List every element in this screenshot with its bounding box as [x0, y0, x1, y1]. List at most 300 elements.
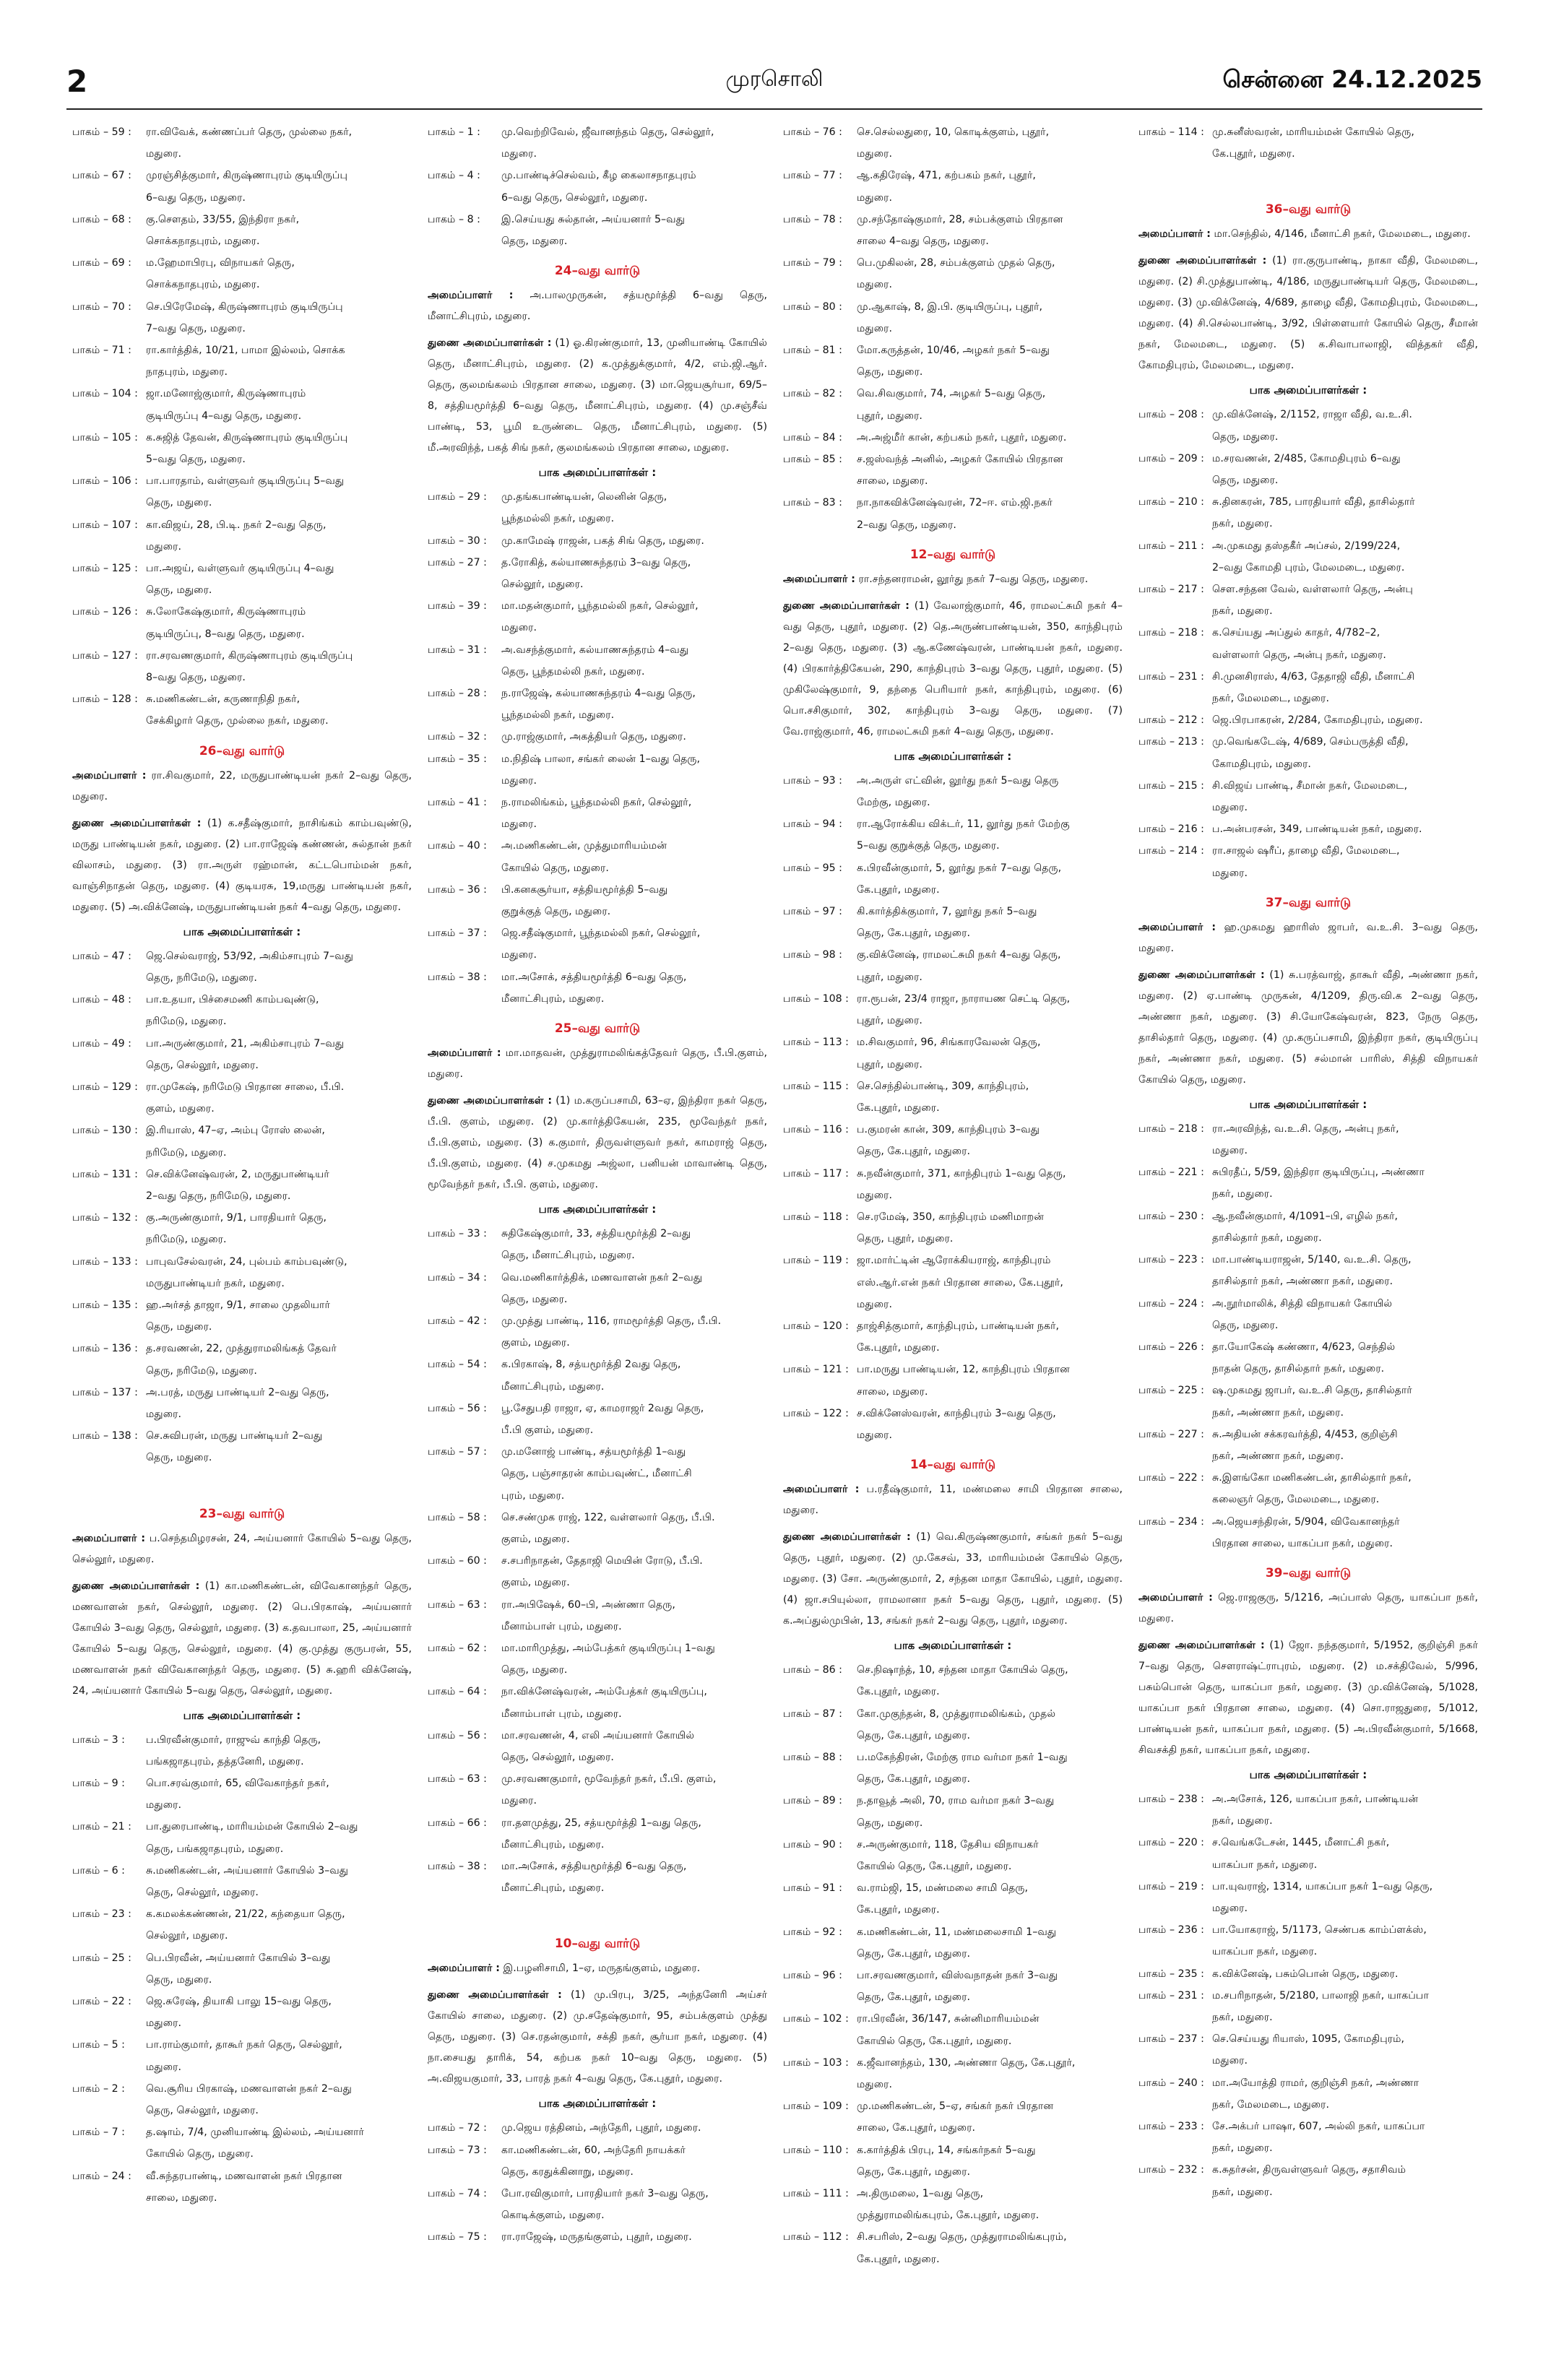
part-organiser: ச.விக்னேஸ்வரன், காந்திபுரம் 3–வது தெரு, [857, 1407, 1056, 1419]
list-item [428, 1463, 767, 1484]
list-item [783, 1403, 1123, 1424]
list-item [783, 2139, 1123, 2161]
list-item [783, 1294, 1123, 1315]
part-organiser: பா.பாரதாம், வள்ளுவர் குடியிருப்பு 5–வது [146, 475, 345, 488]
part-organiser: மதுரை. [857, 2079, 892, 2091]
part-organiser: அ.திருமலை, 1–வது தெரு, [857, 2188, 984, 2200]
part-label: பாகம் – 76 : [783, 126, 842, 138]
list-item [428, 704, 767, 726]
part-label: பாகம் – 33 : [428, 1228, 487, 1240]
list-item [72, 1751, 412, 1773]
list-item [783, 165, 1123, 186]
part-organiser: தெரு, மதுரை. [1212, 1319, 1279, 1331]
organiser-text: அ.பாலமுருகன், சத்யமூர்த்தி 6–வது தெரு, மீனாட்சிபுரம், மதுரை. [428, 290, 767, 323]
list-item [428, 1245, 767, 1266]
list-item [783, 1337, 1123, 1359]
part-label [72, 2012, 146, 2034]
list-item [783, 2074, 1123, 2095]
part-label [783, 1856, 857, 1877]
part-label [1138, 797, 1212, 818]
list-item [72, 601, 412, 623]
organiser-paragraph [428, 1958, 767, 1979]
list-item [783, 2183, 1123, 2204]
part-organiser: த.ரோகித், கல்யாணசுந்தரம் 3–வது தெரு, [501, 556, 691, 568]
part-label: பாகம் – 107 : [72, 519, 138, 531]
list-item [428, 639, 767, 661]
list-item [72, 1838, 412, 1860]
list-item [72, 667, 412, 688]
organiser-text: மா.செந்தில், 4/146, மீனாட்சி நகர், மேலமடை, மதுரை. [1214, 228, 1471, 241]
part-organiser: மா.அசோக், சத்தியமூர்த்தி 6–வது தெரு, [501, 971, 687, 983]
part-label: பாகம் – 235 : [1138, 1968, 1204, 1980]
part-label: பாகம் – 29 : [428, 491, 487, 503]
part-label: பாகம் – 31 : [428, 644, 487, 656]
part-label [72, 187, 146, 209]
part-organiser: நரிமேடு, மதுரை. [146, 1016, 227, 1028]
part-label [72, 1838, 146, 1860]
list-item [428, 187, 767, 209]
organiser-label: அமைப்பாளர் : [428, 1963, 500, 1975]
part-label: பாகம் – 105 : [72, 431, 138, 443]
list-item [1138, 775, 1478, 797]
part-organiser: கொடிக்குளம், மதுரை. [501, 2210, 605, 2222]
list-item [72, 1903, 412, 1925]
part-organiser: புதூர், மதுரை. [857, 410, 922, 422]
part-organiser: புதூர், மதுரை. [857, 1058, 922, 1070]
part-label: பாகம் – 118 : [783, 1211, 849, 1223]
list-item [428, 1398, 767, 1419]
part-label [783, 2249, 857, 2270]
list-item [72, 1207, 412, 1229]
part-organiser: கே.புதூர், மதுரை. [857, 1904, 940, 1916]
list-item [1138, 2159, 1478, 2181]
part-label [783, 1141, 857, 1162]
part-organiser: அ.அருள் எட்வின், லூர்து நகர் 5–வது தெரு [857, 774, 1059, 787]
part-organiser: தாசில்தார் நகர், மதுரை. [1212, 1232, 1322, 1244]
part-organiser: சாலை, மதுரை. [146, 2191, 217, 2204]
list-item [72, 1229, 412, 1250]
deputy-text: (1) கா.மணிகண்டன், விவேகானந்தர் தெரு, மணவாளன் நகர், செல்லூர், மதுரை. (2) பெ.பிரகாஷ், அய்யனார் கோயில் 3–வது தெரு, செல்லூர், மதுரை. (3) க.தவபாலா, 25, அய்யனார் கோயில் 5–வது தெரு, செல்லூர், மதுரை. (4) கு.முத்து குருபரன், 55, மணவாளன் நகர் விவேகானந்தர் தெரு, மதுரை. (5) சு.ஹரி விக்னேஷ், 24, அய்யனார் கோயில் 5–வது தெரு, செல்லூர், மதுரை. [72, 1580, 412, 1697]
part-organiser: மதுரை. [857, 1189, 892, 1201]
part-label [72, 1882, 146, 1903]
part-organiser: வெ.மணிகார்த்திக், மணவாளன் நகர் 2–வது [501, 1271, 703, 1284]
part-label [428, 1659, 501, 1681]
part-organiser: நகர், அண்ணா நகர், மதுரை. [1212, 1406, 1344, 1419]
list-item [1138, 1315, 1478, 1336]
part-organiser: ப.மகேந்திரன், மேற்கு ராம வர்மா நகர் 1–வது [857, 1751, 1068, 1763]
part-label: பாகம் – 222 : [1138, 1472, 1204, 1484]
part-label: பாகம் – 22 : [72, 1996, 131, 2007]
part-label: பாகம் – 73 : [428, 2144, 487, 2156]
part-label: பாகம் – 132 : [72, 1212, 138, 1224]
part-label [1138, 1533, 1212, 1554]
list-item [1138, 121, 1478, 143]
part-label: பாகம் – 83 : [783, 497, 842, 509]
deputy-label: துணை அமைப்பாளர்கள் : [428, 1095, 553, 1107]
ward-heading: 37–வது வார்டு [1265, 895, 1352, 910]
part-label: பாகம் – 42 : [428, 1315, 487, 1327]
part-organiser: ப.குமரன் கான், 309, காந்திபுரம் 3–வது [857, 1124, 1040, 1136]
list-item [428, 1747, 767, 1768]
part-label [428, 1463, 501, 1484]
part-label: பாகம் – 37 : [428, 927, 487, 940]
list-item [783, 1768, 1123, 1790]
part-label [428, 1376, 501, 1398]
part-organiser: ஜெ.சுரேஷ், தியாகி பாலு 15–வது தெரு, [146, 1996, 332, 2007]
part-label [428, 187, 501, 209]
part-label: பாகம் – 135 : [72, 1299, 138, 1311]
part-label [1138, 1140, 1212, 1161]
list-item [783, 2030, 1123, 2052]
part-organisers-heading: பாக அமைப்பாளர்கள் : [183, 925, 301, 938]
list-item [783, 1856, 1123, 1877]
list-item [1138, 426, 1478, 448]
part-organiser: தெரு, மதுரை. [501, 1664, 568, 1676]
part-organiser: 6–வது தெரு, செல்லூர், மதுரை. [501, 191, 648, 204]
part-label [72, 1360, 146, 1382]
part-organiser: செ.நிஷாந்த், 10, சந்தன மாதா கோயில் தெரு, [857, 1664, 1068, 1676]
part-label: பாகம் – 25 : [72, 1952, 131, 1964]
column-1 [72, 121, 412, 2368]
list-item [72, 427, 412, 449]
part-label [783, 1272, 857, 1294]
list-item [72, 1055, 412, 1076]
part-organiser: தெரு, கே.புதூர், மதுரை. [857, 1146, 971, 1158]
list-item [72, 1773, 412, 1794]
list-item [783, 252, 1123, 274]
part-label [72, 274, 146, 295]
part-organiser: யாகப்பா நகர், மதுரை. [1212, 1858, 1318, 1871]
part-organiser: தெரு, பஞ்சாதரன் காம்பவுண்ட், மீனாட்சி [501, 1468, 692, 1480]
deputy-text: (1) க.சதீஷ்குமார், நாசிங்கம் காம்பவுண்டு, மருது பாண்டியன் நகர், மதுரை. (2) பா.ராஜேஷ் கண்ணன், சுல்தான் நகர் விலாசம், மதுரை. (3) ரா.அருள் ரஹ்மான், கட்டபொம்மன் நகர், வாஞ்சிநாதன் தெரு, மதுரை. (4) குடியரசு, 19,மருது பாண்டியன் நகர், மதுரை. (5) அ.விக்னேஷ், மருதுபாண்டியன் நகர் 4–வது தெரு, மதுரை. [72, 817, 412, 913]
deputy-text: (1) ஜோ. நந்தகுமார், 5/1952, குறிஞ்சி நகர் 7–வது தெரு, சௌராஷ்ட்ராபுரம், மதுரை. (2) ம.சக்திவேல், 5/996, பசும்பொன் தெரு, யாகப்பா நகர், மதுரை. (3) மு.விக்னேஷ், 5/1028, யாகப்பா நகர் பிரதான சாலை, மதுரை. (4) சொ.ராஜதுரை, 5/1012, பாண்டியன் நகர், யாகப்பா நகர், மதுரை. (5) அ.பிரவீன்குமார், 5/1668, சிவசக்தி நகர், யாகப்பா நகர், மதுரை. [1138, 1639, 1478, 1756]
list-item [428, 1768, 767, 1790]
list-item [1138, 1533, 1478, 1554]
part-label: பாகம் – 216 : [1138, 823, 1204, 836]
part-label [1138, 2050, 1212, 2072]
column-2 [428, 121, 767, 2368]
part-label [428, 617, 501, 639]
section-spacer [72, 1469, 412, 1495]
part-label [783, 2161, 857, 2183]
list-item [783, 1010, 1123, 1031]
list-item [72, 1360, 412, 1382]
part-organiser: ரா.முகேஷ், நரிமேடு பிரதான சாலை, பீ.பி. [146, 1081, 345, 1093]
list-item [428, 1528, 767, 1550]
deputy-organisers-paragraph [428, 1985, 767, 2090]
part-organiser: ஆ.கதிரேஷ், 471, கற்பகம் நகர், புதூர், [857, 170, 1036, 182]
part-label: பாகம் – 6 : [72, 1864, 125, 1877]
part-label: பாகம் – 4 : [428, 170, 480, 182]
part-label: பாகம் – 93 : [783, 774, 842, 787]
part-label [428, 1528, 501, 1550]
part-label: பாகம் – 24 : [72, 2170, 131, 2182]
part-label: பாகம் – 86 : [783, 1664, 842, 1676]
list-item [783, 988, 1123, 1010]
organiser-paragraph [1138, 224, 1478, 245]
ward-heading: 39–வது வார்டு [1265, 1565, 1352, 1580]
part-label: பாகம் – 63 : [428, 1598, 487, 1611]
list-item [1138, 1402, 1478, 1424]
part-label: பாகம் – 119 : [783, 1255, 849, 1267]
part-label [783, 922, 857, 944]
list-item [428, 748, 767, 770]
part-label [783, 1097, 857, 1119]
part-organiser: மு.விக்னேஷ், 2/1152, ராஜா வீதி, வ.உ.சி. [1212, 409, 1412, 421]
part-label: பாகம் – 78 : [783, 213, 842, 225]
list-item [1138, 840, 1478, 862]
part-label [783, 1381, 857, 1403]
part-label [783, 1768, 857, 1790]
part-label [428, 813, 501, 835]
part-organiser: கே.புதூர், மதுரை. [857, 2253, 940, 2265]
part-organiser: 2–வது கோமதி புரம், மேலமடை, மதுரை. [1212, 561, 1405, 574]
list-item [428, 121, 767, 143]
list-item [1138, 622, 1478, 644]
part-label: பாகம் – 41 : [428, 797, 487, 809]
part-label [783, 187, 857, 209]
part-label [72, 1316, 146, 1338]
part-organiser: நரிமேடு, மதுரை. [146, 1234, 227, 1246]
part-organiser: மு.முத்து பாண்டி, 116, ராமமூர்த்தி தெரு, பீ.பி. [501, 1315, 722, 1327]
list-item [1138, 1249, 1478, 1271]
list-item [72, 710, 412, 732]
part-organiser: கே.புதூர், மதுரை. [857, 1342, 940, 1354]
part-organiser: சு.அதியன் சக்கரவர்த்தி, 4/453, குறிஞ்சி [1212, 1428, 1398, 1440]
part-label [72, 492, 146, 514]
list-item [1138, 688, 1478, 709]
list-item [783, 770, 1123, 792]
list-item [783, 1272, 1123, 1294]
part-organiser: மீனாட்சிபுரம், மதுரை. [501, 992, 605, 1005]
part-organiser: கோயில் தெரு, மதுரை. [501, 862, 609, 874]
organiser-paragraph [428, 1043, 767, 1085]
part-label [783, 470, 857, 492]
part-label [783, 2117, 857, 2139]
list-item [1138, 753, 1478, 775]
list-item [428, 1572, 767, 1593]
list-item [1138, 1985, 1478, 2007]
ward-heading: 36–வது வார்டு [1265, 202, 1352, 217]
part-organiser: கா.விஜய், 28, பி.டி. நகர் 2–வது தெரு, [146, 519, 327, 531]
part-organiser: மதுரை. [146, 1408, 181, 1420]
part-organiser: குளம், மதுரை. [146, 1103, 215, 1115]
part-label: பாகம் – 219 : [1138, 1880, 1204, 1892]
organiser-paragraph [783, 1479, 1123, 1521]
part-organiser: புதூர், மதுரை. [857, 971, 922, 983]
list-item [783, 121, 1123, 143]
list-item [1138, 1854, 1478, 1876]
list-item [783, 470, 1123, 492]
part-organiser: எஸ்.ஆர்.என் நகர் பிரதான சாலை, கே.புதூர், [857, 1276, 1063, 1289]
list-item [1138, 2116, 1478, 2137]
list-item [72, 1338, 412, 1359]
part-organiser: 2–வது தெரு, நரிமேடு, மதுரை. [146, 1190, 291, 1202]
part-organiser: த.சரவணன், 22, முத்துராமலிங்கத் தேவர் [146, 1343, 337, 1355]
organiser-text: ரா.சிவகுமார், 22, மருதுபாண்டியன் நகர் 2–வது தெரு, மதுரை. [72, 769, 412, 802]
list-item [428, 661, 767, 683]
part-organiser: மு.சரவணகுமார், மூவேந்தர் நகர், பீ.பி. குளம், [501, 1773, 717, 1786]
part-label: பாகம் – 221 : [1138, 1167, 1204, 1179]
list-item [783, 813, 1123, 835]
list-item [428, 1419, 767, 1441]
deputy-text: (1) ரா.குருபாண்டி, நாகா வீதி, மேலமடை, மதுரை. (2) சி.முத்துபாண்டி, 4/186, மருதுபாண்டியர் தெரு, மேலமடை, மதுரை. (3) மு.விக்னேஷ், 4/689, தாழை வீதி, கோமதிபுரம், மேலமடை, மதுரை. (4) சி.செல்லபாண்டி, 3/92, பிள்ளையார் கோயில் தெரு, சீமான் நகர், மேலமடை, மதுரை. (5) க.சிவாபாலாஜி, வித்தகர் வீதி, கோமதிபுரம், மேலமடை, மதுரை. [1138, 255, 1478, 372]
part-organiser: மோ.கருத்தன், 10/46, அழகர் நகர் 5–வது [857, 345, 1050, 357]
part-label: பாகம் – 97 : [783, 906, 842, 918]
part-label [428, 1245, 501, 1266]
part-label: பாகம் – 137 : [72, 1386, 138, 1398]
list-item [72, 339, 412, 361]
part-label [783, 1899, 857, 1921]
part-label [72, 1229, 146, 1250]
list-item [1138, 2007, 1478, 2028]
organiser-label: அமைப்பாளர் : [428, 290, 514, 302]
list-item [428, 1659, 767, 1681]
list-item [72, 1729, 412, 1751]
list-item [428, 209, 767, 230]
list-item [428, 530, 767, 552]
part-label: பாகம் – 218 : [1138, 1122, 1204, 1135]
list-item [428, 1267, 767, 1289]
part-label [1138, 1358, 1212, 1380]
list-item [72, 1860, 412, 1882]
part-label: பாகம் – 237 : [1138, 2033, 1204, 2046]
list-item [783, 1141, 1123, 1162]
part-organiser: கோயில் தெரு, கே.புதூர், மதுரை. [857, 2035, 1012, 2047]
list-item [1138, 1832, 1478, 1853]
list-item [783, 1725, 1123, 1747]
part-label [1138, 2007, 1212, 2028]
part-label [783, 1337, 857, 1359]
list-item [72, 165, 412, 186]
list-item [428, 2161, 767, 2183]
part-label [1138, 600, 1212, 622]
part-label: பாகம் – 54 : [428, 1359, 487, 1371]
deputy-organisers-paragraph [72, 1576, 412, 1702]
list-item [1138, 1380, 1478, 1401]
list-item [783, 1381, 1123, 1403]
list-item [783, 1076, 1123, 1097]
part-organiser: மு.காமேஷ் ராஜன், பகத் சிங் தெரு, மதுரை. [501, 535, 704, 547]
part-label [428, 988, 501, 1010]
part-organiser: கே.புதூர், மதுரை. [1212, 148, 1295, 160]
part-label [428, 1790, 501, 1812]
list-item [1138, 448, 1478, 469]
part-organiser: தெரு, மீனாட்சிபுரம், மதுரை. [501, 1250, 635, 1262]
part-organiser: மதுரை. [501, 818, 537, 831]
part-label [1138, 688, 1212, 709]
part-label [783, 1725, 857, 1747]
list-item [783, 1206, 1123, 1228]
list-item [428, 1594, 767, 1616]
part-organiser: தெரு, நரிமேடு, மதுரை. [146, 1364, 257, 1377]
list-item [783, 1359, 1123, 1380]
part-organisers-heading: பாக அமைப்பாளர்கள் : [1249, 1767, 1367, 1781]
list-item [72, 252, 412, 274]
part-label [1138, 1271, 1212, 1292]
part-organiser: மருதுபாண்டியர் நகர், மதுரை. [146, 1277, 285, 1289]
part-label: பாகம் – 217 : [1138, 584, 1204, 596]
list-item [72, 274, 412, 295]
part-organiser: அ.மணிகண்டன், முத்துமாரியம்மன் [501, 840, 667, 852]
deputy-text: (1) ம.கருப்பசாமி, 63–ஏ, இந்திரா நகர் தெரு, பீ.பி. குளம், மதுரை. (2) மு.கார்த்திகேயன், 235, மூவேந்தர் நகர், பீ.பி.குளம், மதுரை. (3) க.குமார், திருவள்ளுவர் நகர், காமராஜ் தெரு, பீ.பி.குளம், மதுரை. (4) ச.முகமது அஜ்லா, பனியன் மாவாண்டி தெரு, மூவேந்தர் நகர், பீ.பி. குளம், மதுரை. [428, 1095, 767, 1191]
part-organiser: குளம், மதுரை. [501, 1577, 570, 1589]
list-item [428, 1332, 767, 1354]
part-label: பாகம் – 71 : [72, 345, 131, 357]
list-item [428, 2117, 767, 2139]
part-label: பாகம் – 133 : [72, 1255, 138, 1268]
part-organiser: கோமதிபுரம், மதுரை. [1212, 758, 1311, 770]
list-item [428, 1856, 767, 1877]
ward-heading: 24–வது வார்டு [554, 264, 641, 279]
list-item [428, 1223, 767, 1245]
list-item [1138, 2094, 1478, 2116]
part-organiser: மீனாட்சிபுரம், மதுரை. [501, 1380, 605, 1393]
part-label: பாகம் – 64 : [428, 1686, 487, 1698]
part-organiser: மதுரை. [857, 191, 892, 204]
part-label [783, 361, 857, 383]
part-label: பாகம் – 129 : [72, 1081, 138, 1093]
list-item [1138, 1489, 1478, 1510]
list-item [72, 209, 412, 230]
part-label [428, 1419, 501, 1441]
deputy-label: துணை அமைப்பாளர்கள் : [428, 1989, 562, 2002]
part-label [72, 1403, 146, 1425]
part-organiser: சு.தினகரன், 785, பாரதியார் வீதி, தாசில்தார் [1212, 496, 1415, 509]
header-rule [66, 108, 1482, 110]
organiser-paragraph [783, 569, 1123, 590]
ward-heading: 10–வது வார்டு [554, 1937, 641, 1952]
part-label [428, 661, 501, 683]
list-item [1138, 1876, 1478, 1897]
part-organiser: சு.மணிகண்டன், அய்யனார் கோயில் 3–வது [146, 1864, 349, 1877]
list-item [783, 1054, 1123, 1076]
dateline: சென்னை 24.12.2025 [1222, 65, 1482, 93]
list-item [72, 2100, 412, 2121]
list-item [428, 770, 767, 792]
part-organiser: மு.ராஜ்குமார், அகத்தியர் தெரு, மதுரை. [501, 731, 686, 743]
list-item [783, 2161, 1123, 2183]
part-label: பாகம் – 212 : [1138, 714, 1204, 727]
part-label [1138, 1402, 1212, 1424]
list-item [72, 945, 412, 967]
list-item [428, 1725, 767, 1747]
part-organiser: அ.நூர்மாலிக், சித்தி விநாயகர் கோயில் [1212, 1297, 1393, 1310]
list-item [428, 1550, 767, 1572]
list-item [428, 1834, 767, 1856]
part-organiser: கோயில் தெரு, மதுரை. [146, 2148, 254, 2160]
part-label [1138, 1897, 1212, 1919]
part-label [783, 835, 857, 857]
list-item [783, 1185, 1123, 1206]
list-item [428, 1441, 767, 1463]
list-item [783, 1315, 1123, 1337]
part-label: பாகம் – 130 : [72, 1125, 138, 1137]
list-item [1138, 404, 1478, 425]
organiser-text: ப.செந்தமிழரசன், 24, அய்யனார் கோயில் 5–வது தெரு, செல்லூர், மதுரை. [72, 1532, 412, 1565]
list-item [783, 492, 1123, 514]
part-organiser: நகர், மேலமடை, மதுரை. [1212, 2098, 1330, 2111]
part-organiser: ஆ.நவீன்குமார், 4/1091–பி, எழில் நகர், [1212, 1210, 1399, 1222]
part-organiser: சுதிகேஷ்குமார், 33, சத்தியமூர்த்தி 2–வது [501, 1228, 691, 1240]
list-item [783, 966, 1123, 988]
part-organiser: க.விக்னேஷ், பசும்பொன் தெரு, மதுரை. [1212, 1968, 1399, 1980]
list-item [428, 813, 767, 835]
part-label: பாகம் – 57 : [428, 1446, 487, 1458]
organiser-text: ஹ.முகமது ஹாரிஸ் ஜாபர், வ.உ.சி. 3–வது தெரு, மதுரை. [1138, 921, 1478, 954]
part-label [1138, 1941, 1212, 1963]
deputy-organisers-paragraph [428, 1091, 767, 1195]
